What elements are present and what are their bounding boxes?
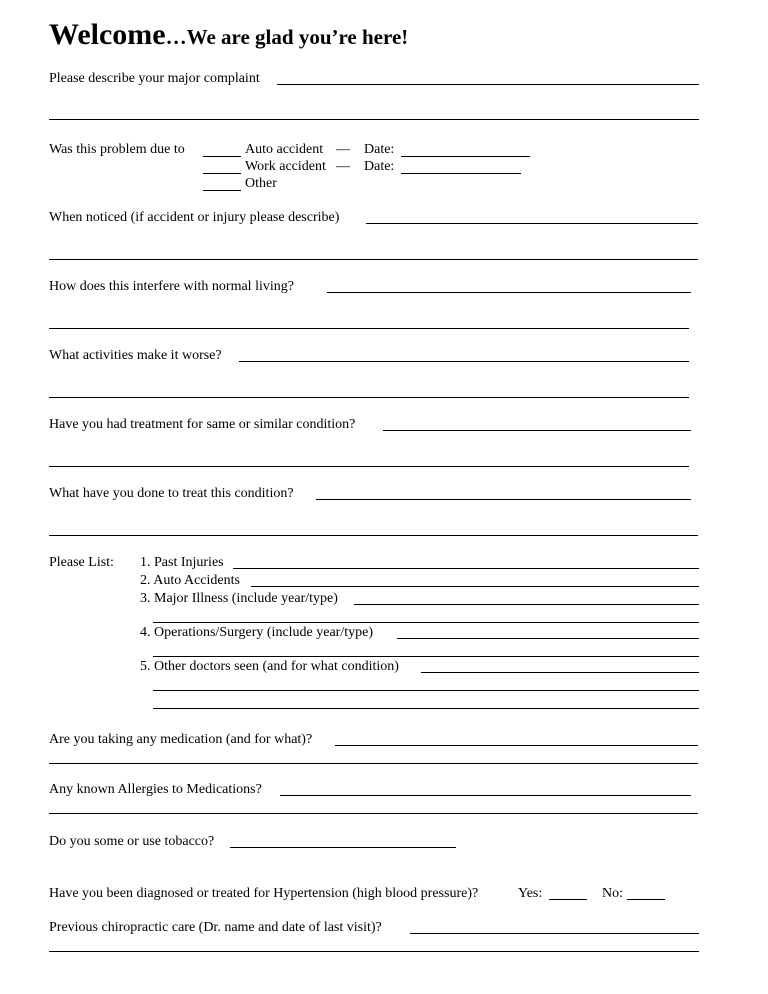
medication-field-2[interactable] <box>49 763 698 764</box>
other-doctors-field-3[interactable] <box>153 708 699 709</box>
list-item-4: 4. Operations/Surgery (include year/type) <box>140 625 374 640</box>
tobacco-field[interactable] <box>230 847 456 848</box>
chiro-label: Previous chiropractic care (Dr. name and date of last visit)? <box>49 920 382 935</box>
allergies-field-2[interactable] <box>49 813 698 814</box>
hypertension-no-field[interactable] <box>627 899 665 900</box>
tobacco-label: Do you some or use tobacco? <box>49 834 215 849</box>
complaint-field[interactable] <box>277 84 699 85</box>
cause-label: Was this problem due to <box>49 142 185 157</box>
chiro-field-2[interactable] <box>49 951 699 952</box>
noticed-field[interactable] <box>366 223 698 224</box>
dash-2: — <box>336 159 350 174</box>
treated-label: What have you done to treat this condition? <box>49 486 294 501</box>
hypertension-yes-field[interactable] <box>549 899 587 900</box>
auto-accidents-field[interactable] <box>251 586 699 587</box>
noticed-field-2[interactable] <box>49 259 698 260</box>
list-item-1: 1. Past Injuries <box>140 555 224 570</box>
surgery-field[interactable] <box>397 638 699 639</box>
past-injuries-field[interactable] <box>233 568 699 569</box>
list-item-2: 2. Auto Accidents <box>140 573 240 588</box>
treated-field-2[interactable] <box>49 535 698 536</box>
treated-field[interactable] <box>316 499 691 500</box>
auto-accident-label: Auto accident <box>245 142 324 157</box>
list-item-3: 3. Major Illness (include year/type) <box>140 591 338 606</box>
chiro-field[interactable] <box>410 933 699 934</box>
hypertension-label: Have you been diagnosed or treated for Hypertension (high blood pressure)? <box>49 886 479 901</box>
title-rest: …We are glad you’re here! <box>165 25 409 49</box>
treatment-label: Have you had treatment for same or similar condition? <box>49 417 356 432</box>
surgery-field-2[interactable] <box>153 656 699 657</box>
work-date-field[interactable] <box>401 173 521 174</box>
worse-field[interactable] <box>239 361 689 362</box>
auto-date-label: Date: <box>364 142 395 157</box>
auto-accident-check[interactable] <box>203 156 241 157</box>
complaint-field-2[interactable] <box>49 119 699 120</box>
interfere-field[interactable] <box>327 292 691 293</box>
other-label: Other <box>245 176 277 191</box>
work-date-label: Date: <box>364 159 395 174</box>
hypertension-yes-label: Yes: <box>518 886 543 901</box>
treatment-field[interactable] <box>383 430 691 431</box>
other-doctors-field-2[interactable] <box>153 690 699 691</box>
treatment-field-2[interactable] <box>49 466 689 467</box>
list-label: Please List: <box>49 555 114 570</box>
hypertension-no-label: No: <box>602 886 623 901</box>
work-accident-label: Work accident <box>245 159 326 174</box>
title-main: Welcome <box>49 18 166 51</box>
worse-label: What activities make it worse? <box>49 348 222 363</box>
noticed-label: When noticed (if accident or injury please describe) <box>49 210 340 225</box>
list-item-5: 5. Other doctors seen (and for what condition) <box>140 659 399 674</box>
other-doctors-field[interactable] <box>421 672 699 673</box>
major-illness-field[interactable] <box>354 604 699 605</box>
other-check[interactable] <box>203 190 241 191</box>
dash-1: — <box>336 142 350 157</box>
allergies-label: Any known Allergies to Medications? <box>49 782 262 797</box>
complaint-label: Please describe your major complaint <box>49 71 260 86</box>
major-illness-field-2[interactable] <box>153 622 699 623</box>
interfere-field-2[interactable] <box>49 328 689 329</box>
medication-field[interactable] <box>335 745 698 746</box>
medication-label: Are you taking any medication (and for what)? <box>49 732 313 747</box>
work-accident-check[interactable] <box>203 173 241 174</box>
allergies-field[interactable] <box>280 795 691 796</box>
auto-date-field[interactable] <box>401 156 530 157</box>
worse-field-2[interactable] <box>49 397 689 398</box>
interfere-label: How does this interfere with normal living? <box>49 279 294 294</box>
page-title <box>49 18 408 52</box>
